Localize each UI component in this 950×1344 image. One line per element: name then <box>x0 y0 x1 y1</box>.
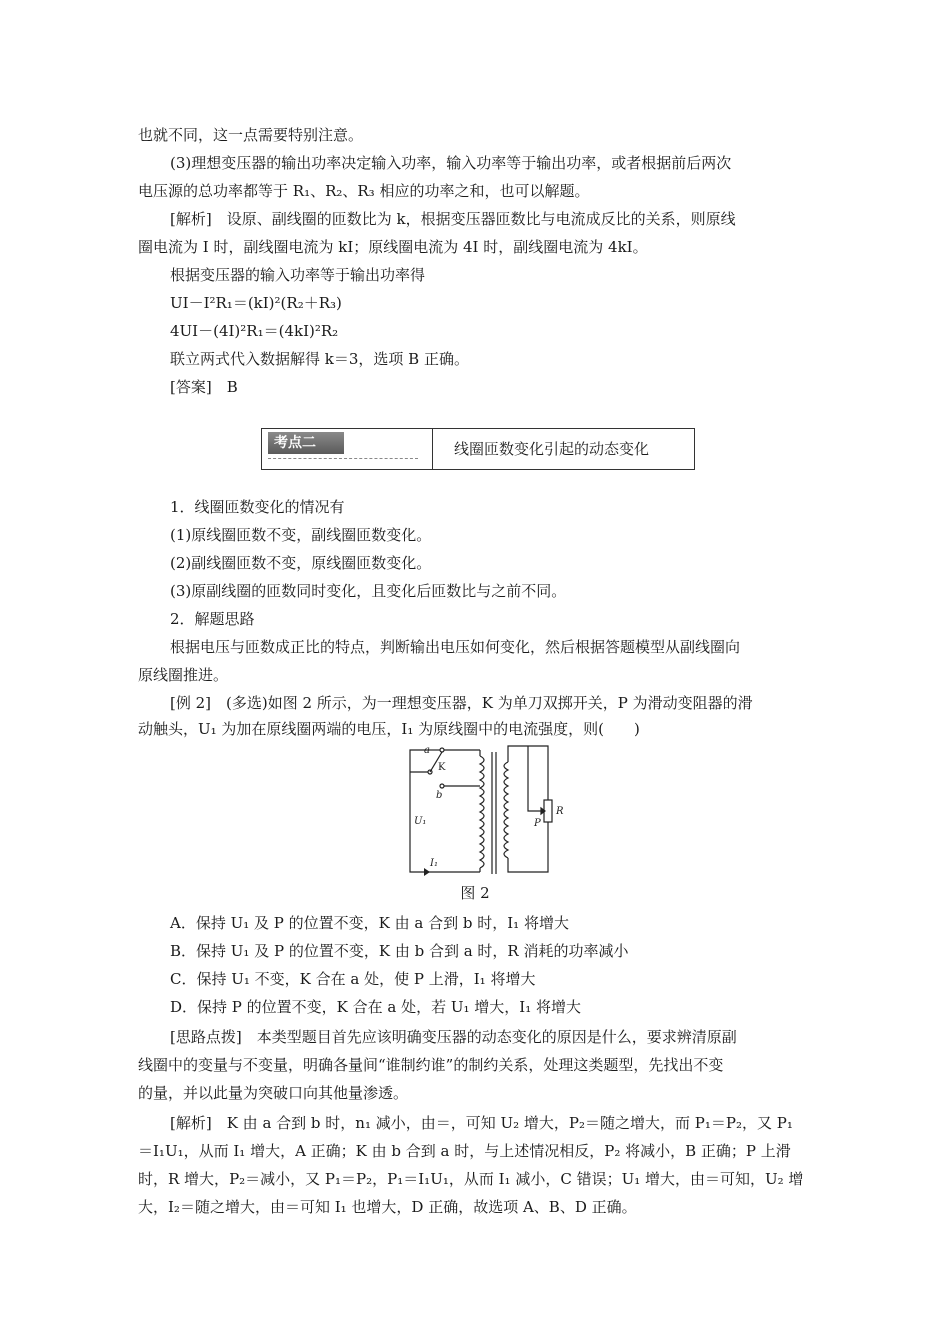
text-line: ＝I₁U₁，从而 I₁ 增大，A 正确；K 由 b 合到 a 时，与上述情况相反，P₂ 将减小，B 正确；P 上滑 <box>138 1142 791 1160</box>
text-line: [解析] 设原、副线圈的匝数比为 k，根据变压器匝数比与电流成反比的关系，则原线 <box>170 210 736 228</box>
text-line: (3)理想变压器的输出功率决定输入功率，输入功率等于输出功率，或者根据前后两次 <box>170 154 732 172</box>
text-line: 时，R 增大，P₂＝减小，又 P₁＝P₂，P₁＝I₁U₁，从而 I₁ 减小，C 错误；U₁ 增大，由＝可知，U₂ 增 <box>138 1170 804 1188</box>
text-line: 4UI－(4I)²R₁＝(4kI)²R₂ <box>170 322 339 340</box>
figure-caption: 图 2 <box>460 884 490 902</box>
secondary-bottom-wire <box>508 822 548 872</box>
label-b: b <box>436 790 443 801</box>
text-line: 电压源的总功率都等于 R₁、R₂、R₃ 相应的功率之和，也可以解题。 <box>138 182 590 200</box>
text-line: 联立两式代入数据解得 k＝3，选项 B 正确。 <box>170 350 469 368</box>
text-line: 的量，并以此量为突破口向其他量渗透。 <box>138 1084 409 1102</box>
secondary-coil <box>504 762 508 858</box>
label-u1: U₁ <box>414 816 427 827</box>
text-line: 原线圈推进。 <box>138 666 229 684</box>
text-line: [答案] B <box>170 378 238 396</box>
text-line: (3)原副线圈的匝数同时变化，且变化后匝数比与之前不同。 <box>170 582 567 600</box>
primary-coil <box>480 756 484 868</box>
label-a: a <box>424 745 430 756</box>
text-line: UI－I²R₁＝(kI)²(R₂＋R₃) <box>170 294 342 312</box>
text-line: 根据变压器的输入功率等于输出功率得 <box>170 266 426 284</box>
label-k: K <box>438 762 446 773</box>
text-line: (2)副线圈匝数不变，原线圈匝数变化。 <box>170 554 432 572</box>
label-r: R <box>556 806 564 817</box>
text-line: 也就不同，这一点需要特别注意。 <box>138 126 364 144</box>
label-p: P <box>534 818 541 829</box>
text-line: 2．解题思路 <box>170 610 255 628</box>
text-line: A．保持 U₁ 及 P 的位置不变，K 由 a 合到 b 时，I₁ 将增大 <box>170 914 569 932</box>
text-line: [解析] K 由 a 合到 b 时，n₁ 减小，由＝，可知 U₂ 增大，P₂＝随之增大，而 P₁＝P₂，又 P₁ <box>170 1114 793 1132</box>
slider-wire <box>528 746 541 811</box>
text-line: C．保持 U₁ 不变，K 合在 a 处，使 P 上滑，I₁ 将增大 <box>170 970 536 988</box>
text-line: [思路点拨] 本类型题目首先应该明确变压器的动态变化的原因是什么，要求辨清原副 <box>170 1028 737 1046</box>
section-divider <box>432 429 433 469</box>
text-line: [例 2] (多选)如图 2 所示，为一理想变压器，K 为单刀双掷开关，P 为滑动变阻器的滑 <box>170 694 753 712</box>
section-header-box <box>261 428 695 470</box>
section-tab: 考点二 <box>268 432 344 454</box>
text-line: 圈电流为 I 时，副线圈电流为 kI；原线圈电流为 4I 时，副线圈电流为 4kI。 <box>138 238 648 256</box>
section-tab-underline <box>268 456 418 459</box>
text-line: D．保持 P 的位置不变，K 合在 a 处，若 U₁ 增大，I₁ 将增大 <box>170 998 582 1016</box>
text-line: 根据电压与匝数成正比的特点，判断输出电压如何变化，然后根据答题模型从副线圈向 <box>170 638 741 656</box>
text-line: 1．线圈匝数变化的情况有 <box>170 498 345 516</box>
section-title: 线圈匝数变化引起的动态变化 <box>454 440 650 458</box>
text-line: B．保持 U₁ 及 P 的位置不变，K 由 b 合到 a 时，R 消耗的功率减小 <box>170 942 629 960</box>
label-i1: I₁ <box>430 858 438 869</box>
text-line: 动触头，U₁ 为加在原线圈两端的电压，I₁ 为原线圈中的电流强度，则( ) <box>138 720 640 738</box>
current-arrow <box>424 868 430 876</box>
transformer-circuit-diagram <box>400 742 580 882</box>
text-line: (1)原线圈匝数不变，副线圈匝数变化。 <box>170 526 432 544</box>
text-line: 大，I₂＝随之增大，由＝可知 I₁ 也增大，D 正确，故选项 A、B、D 正确。 <box>138 1198 637 1216</box>
text-line: 线圈中的变量与不变量，明确各量间“谁制约谁”的制约关系，处理这类题型，先找出不变 <box>138 1056 724 1074</box>
